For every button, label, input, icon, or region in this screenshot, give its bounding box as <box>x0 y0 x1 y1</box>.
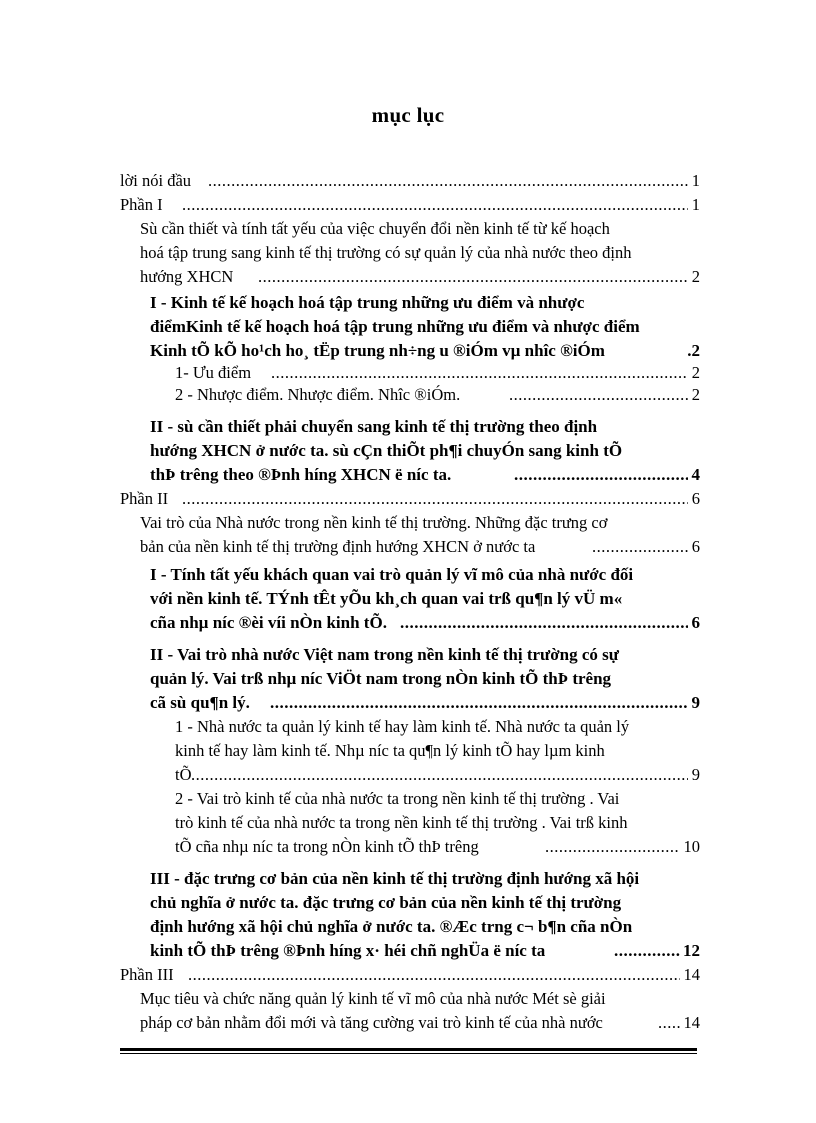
toc-entry-line <box>175 716 700 738</box>
dot-leader <box>545 836 680 858</box>
footer-rule-thin <box>120 1053 697 1054</box>
toc-entry-line <box>175 788 700 810</box>
toc-entry-line <box>175 740 700 762</box>
toc-entry-page: 6 <box>691 613 700 632</box>
toc-entry-page: 2 <box>691 363 700 382</box>
toc-entry-page: 10 <box>683 837 700 856</box>
toc-entry[interactable] <box>175 362 700 384</box>
toc-entry[interactable] <box>120 194 700 216</box>
toc-entry-text: hướng XHCN ở nước ta. sù cÇn thiÕt ph¶i chuyÓn sang kinh tÕ <box>150 441 623 460</box>
toc-entry-line <box>150 564 700 586</box>
toc-entry[interactable] <box>150 692 700 714</box>
toc-entry[interactable] <box>140 266 700 288</box>
toc-entry-text: II - sù cần thiết phải chuyển sang kinh tế thị trường theo định <box>150 417 598 436</box>
toc-entry-line <box>140 242 700 264</box>
toc-entry-text: hướng XHCN <box>140 267 234 286</box>
toc-entry-text: Phần III <box>120 965 174 984</box>
toc-entry-text: trò kinh tế của nhà nước ta trong nền kinh tế thị trường . Vai trß kinh <box>175 813 628 832</box>
toc-entry-page: 2 <box>691 385 700 404</box>
toc-entry-line <box>150 916 700 938</box>
toc-entry-text: cña nhµ níc ®èi víi nÒn kinh tÕ. <box>150 613 387 632</box>
dot-leader <box>182 194 688 216</box>
dot-leader <box>614 940 680 962</box>
toc-entry-text: cã sù qu¶n lý. <box>150 693 250 712</box>
toc-entry-line <box>150 292 700 314</box>
toc-entry-line <box>150 416 700 438</box>
dot-leader <box>514 464 688 486</box>
toc-entry-page: 1 <box>691 171 700 190</box>
toc-entry-text: chủ nghĩa ở nước ta. đặc trưng cơ bản của nền kinh tế thị trường <box>150 893 622 912</box>
dot-leader <box>258 266 688 288</box>
dot-leader <box>400 612 688 634</box>
toc-entry-page: 14 <box>683 1013 700 1032</box>
toc-entry-line <box>175 812 700 834</box>
toc-entry-text: 2 - Nhược điểm. Nhược điểm. Nhîc ®iÓm. <box>175 385 461 404</box>
dot-leader <box>208 170 688 192</box>
toc-entry[interactable] <box>140 536 700 558</box>
toc-entry-page: 14 <box>683 965 700 984</box>
toc-entry-text: 1 - Nhà nước ta quản lý kinh tế hay làm kinh tế. Nhà nước ta quản lý <box>175 717 630 736</box>
toc-entry-line <box>150 892 700 914</box>
toc-entry-text: III - đặc trưng cơ bản của nền kinh tế thị trường định hướng xã hội <box>150 869 640 888</box>
toc-entry-line <box>140 512 700 534</box>
toc-entry-line <box>140 988 700 1010</box>
toc-entry-text: Phần II <box>120 489 169 508</box>
toc-entry-page: 4 <box>691 465 700 484</box>
dot-leader <box>182 488 688 510</box>
toc-entry[interactable] <box>150 340 700 362</box>
toc-entry-text: tÕ <box>175 765 192 784</box>
toc-entry-text: pháp cơ bản nhằm đổi mới và tăng cường vai trò kinh tế của nhà nước <box>140 1013 603 1032</box>
toc-entry-line <box>150 868 700 890</box>
toc-entry[interactable] <box>140 1012 700 1034</box>
toc-entry[interactable] <box>150 612 700 634</box>
toc-entry-text: I - Tính tất yếu khách quan vai trò quản lý vĩ mô của nhà nước đối <box>150 565 634 584</box>
toc-entry-text: Vai trò của Nhà nước trong nền kinh tế thị trường. Những đặc trưng cơ <box>140 513 608 532</box>
dot-leader <box>592 536 688 558</box>
toc-entry[interactable] <box>150 940 700 962</box>
toc-entry-text: thÞ trêng theo ®Þnh híng XHCN ë níc ta. <box>150 465 452 484</box>
toc-entry-text: kinh tế hay làm kinh tế. Nhµ níc ta qu¶n lý kinh tÕ hay lµm kinh <box>175 741 605 760</box>
toc-entry-line <box>150 644 700 666</box>
toc-entry[interactable] <box>120 964 700 986</box>
toc-entry-text: bản của nền kinh tế thị trường định hướng XHCN ở nước ta <box>140 537 536 556</box>
footer-rule-thick <box>120 1048 697 1051</box>
dot-leader <box>191 764 688 786</box>
dot-leader <box>188 964 680 986</box>
toc-entry-text: II - Vai trò nhà nước Việt nam trong nền kinh tế thị trường có sự <box>150 645 619 664</box>
toc-entry-line <box>150 316 700 338</box>
toc-entry-page: 9 <box>691 693 700 712</box>
toc-entry-text: 1- Ưu điểm <box>175 363 252 382</box>
toc-entry-text: kinh tÕ thÞ trêng ®Þnh híng x· héi chñ nghÜa ë níc ta <box>150 941 546 960</box>
dot-leader <box>658 1012 680 1034</box>
toc-entry-text: điểmKinh tế kế hoạch hoá tập trung những ưu điểm và nhược điểm <box>150 317 640 336</box>
page-title: mục lục <box>371 103 445 127</box>
toc-entry-text: hoá tập trung sang kinh tế thị trường có sự quản lý của nhà nước theo định <box>140 243 632 262</box>
toc-entry-text: 2 - Vai trò kinh tế của nhà nước ta trong nền kinh tế thị trường . Vai <box>175 789 620 808</box>
toc-entry-text: I - Kinh tế kế hoạch hoá tập trung những ưu điểm và nhược <box>150 293 585 312</box>
toc-entry-text: tÕ cña nhµ níc ta trong nÒn kinh tÕ thÞ trêng <box>175 837 479 856</box>
dot-leader <box>270 692 688 714</box>
toc-entry-page: .2 <box>687 341 700 360</box>
toc-entry-line <box>140 218 700 240</box>
toc-entry-page: 12 <box>683 941 700 960</box>
toc-entry-text: lời nói đầu <box>120 171 192 190</box>
dot-leader <box>271 362 688 384</box>
toc-entry-page: 2 <box>691 267 700 286</box>
toc-entry[interactable] <box>175 384 700 406</box>
toc-entry-line <box>150 588 700 610</box>
toc-entry-text: Sù cần thiết và tính tất yếu của việc chuyển đổi nền kinh tế từ kế hoạch <box>140 219 610 238</box>
toc-entry[interactable] <box>150 464 700 486</box>
toc-entry-line <box>150 668 700 690</box>
toc-entry-text: Phần I <box>120 195 163 214</box>
toc-entry[interactable] <box>175 764 700 786</box>
toc-entry-page: 9 <box>691 765 700 784</box>
toc-entry-page: 1 <box>691 195 700 214</box>
toc-entry-page: 6 <box>691 537 700 556</box>
toc-entry-text: quản lý. Vai trß nhµ níc ViÖt nam trong nÒn kinh tÕ thÞ trêng <box>150 669 612 688</box>
toc-entry-text: Mục tiêu và chức năng quản lý kinh tế vĩ mô của nhà nước Mét sè giải <box>140 989 606 1008</box>
toc-entry-line <box>150 440 700 462</box>
toc-entry-text: Kinh tÕ kÕ ho¹ch ho¸ tËp trung nh÷ng u ®iÓm vµ nhîc ®iÓm <box>150 341 605 360</box>
dot-leader <box>509 384 688 406</box>
toc-entry-text: với nền kinh tế. TÝnh tÊt yÕu kh¸ch quan vai trß qu¶n lý vÜ m« <box>150 589 623 608</box>
toc-entry-text: định hướng xã hội chủ nghĩa ở nước ta. ®Æc trng c¬ b¶n cña nÒn <box>150 917 633 936</box>
toc-entry[interactable] <box>175 836 700 858</box>
toc-entry[interactable] <box>120 488 700 510</box>
toc-entry[interactable] <box>120 170 700 192</box>
toc-entry-page: 6 <box>691 489 700 508</box>
